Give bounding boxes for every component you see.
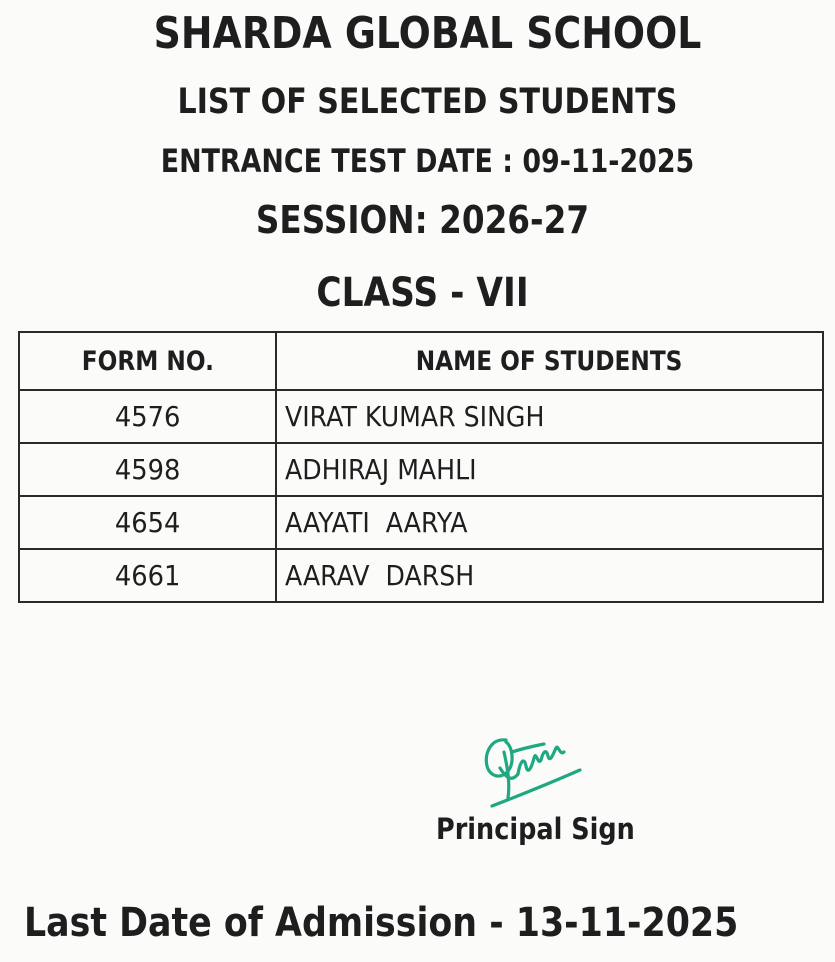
selected-students-table bbox=[18, 331, 824, 603]
table-row bbox=[19, 390, 823, 443]
column-header-student-name: NAME OF STUDENTS bbox=[276, 332, 823, 390]
principal-signature-icon bbox=[478, 722, 590, 818]
form-no-cell: 4661 bbox=[19, 549, 276, 602]
session-line: SESSION: 2026-27 bbox=[255, 198, 590, 242]
form-no-cell: 4654 bbox=[19, 496, 276, 549]
table-row bbox=[19, 443, 823, 496]
form-no-cell: 4576 bbox=[19, 390, 276, 443]
list-title: LIST OF SELECTED STUDENTS bbox=[177, 82, 678, 122]
last-date-of-admission: Last Date of Admission - 13-11-2025 bbox=[24, 900, 739, 946]
student-name-cell: ADHIRAJ MAHLI bbox=[276, 443, 823, 496]
class-line: CLASS - VII bbox=[316, 270, 529, 316]
table-row bbox=[19, 496, 823, 549]
table-header-row bbox=[19, 332, 823, 390]
student-name-cell: VIRAT KUMAR SINGH bbox=[276, 390, 823, 443]
student-name-cell: AARAV DARSH bbox=[276, 549, 823, 602]
school-name: SHARDA GLOBAL SCHOOL bbox=[153, 8, 702, 59]
column-header-form-no: FORM NO. bbox=[19, 332, 276, 390]
student-name-cell: AAYATI AARYA bbox=[276, 496, 823, 549]
table-row bbox=[19, 549, 823, 602]
entrance-test-date: ENTRANCE TEST DATE : 09-11-2025 bbox=[160, 142, 695, 180]
form-no-cell: 4598 bbox=[19, 443, 276, 496]
principal-sign-label: Principal Sign bbox=[436, 812, 635, 846]
